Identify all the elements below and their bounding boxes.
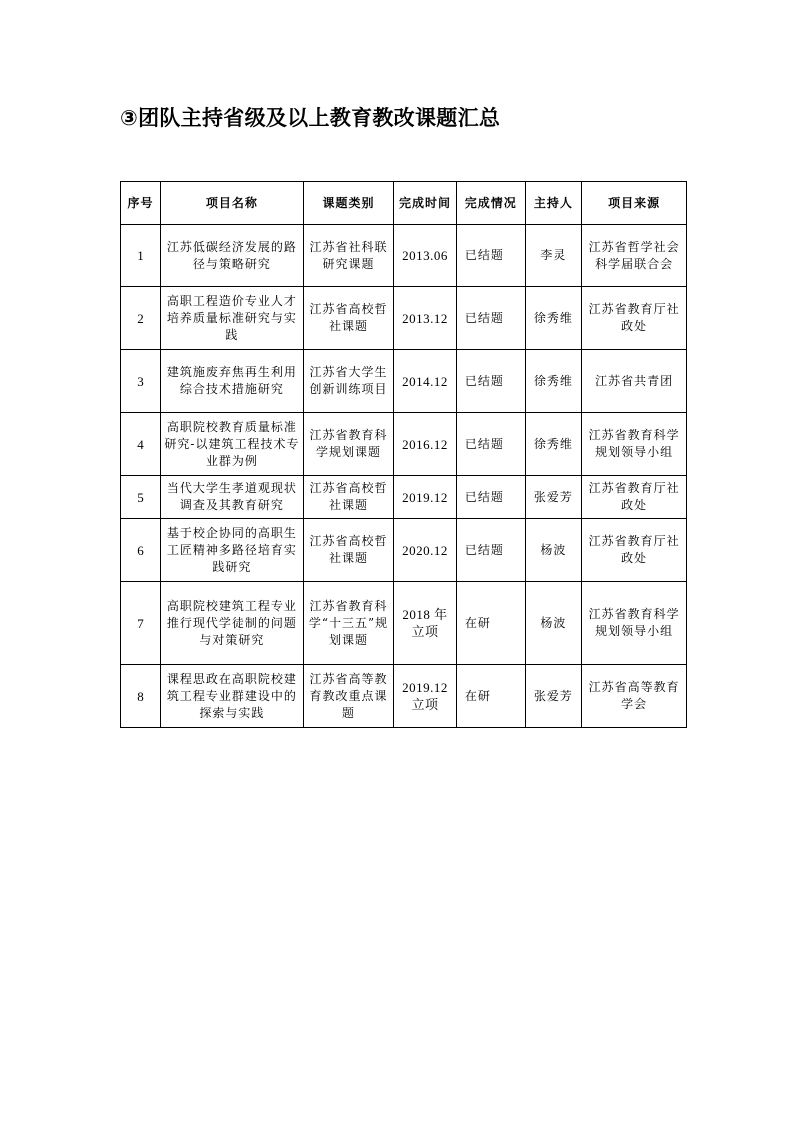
row-index: 2 bbox=[121, 287, 161, 350]
project-category: 江苏省高校哲社课题 bbox=[303, 519, 393, 582]
project-host: 杨波 bbox=[525, 519, 581, 582]
completion-status: 已结题 bbox=[456, 519, 525, 582]
project-host: 徐秀维 bbox=[525, 350, 581, 413]
page-title: ③团队主持省级及以上教育教改课题汇总 bbox=[120, 106, 501, 130]
table-row bbox=[121, 225, 687, 287]
completion-time: 2018 年立项 bbox=[394, 582, 457, 665]
project-source: 江苏省教育科学规划领导小组 bbox=[582, 582, 687, 665]
completion-time: 2016.12 bbox=[394, 413, 457, 476]
project-host: 李灵 bbox=[525, 225, 581, 287]
project-host: 徐秀维 bbox=[525, 413, 581, 476]
header-status: 完成情况 bbox=[456, 182, 525, 225]
completion-time: 2013.06 bbox=[394, 225, 457, 287]
completion-time: 2020.12 bbox=[394, 519, 457, 582]
table-row bbox=[121, 350, 687, 413]
row-index: 7 bbox=[121, 582, 161, 665]
project-source: 江苏省高等教育学会 bbox=[582, 665, 687, 728]
project-name: 课程思政在高职院校建筑工程专业群建设中的探索与实践 bbox=[161, 665, 304, 728]
header-category: 课题类别 bbox=[303, 182, 393, 225]
project-category: 江苏省高等教育教改重点课题 bbox=[303, 665, 393, 728]
completion-status: 已结题 bbox=[456, 225, 525, 287]
table-row bbox=[121, 476, 687, 519]
row-index: 8 bbox=[121, 665, 161, 728]
project-name: 当代大学生孝道观现状调查及其教育研究 bbox=[161, 476, 304, 519]
table-header-row bbox=[121, 182, 687, 225]
project-source: 江苏省教育厅社政处 bbox=[582, 476, 687, 519]
project-category: 江苏省教育科学规划课题 bbox=[303, 413, 393, 476]
header-completion-time: 完成时间 bbox=[394, 182, 457, 225]
project-category: 江苏省大学生创新训练项目 bbox=[303, 350, 393, 413]
row-index: 1 bbox=[121, 225, 161, 287]
project-category: 江苏省高校哲社课题 bbox=[303, 476, 393, 519]
project-host: 张爱芳 bbox=[525, 476, 581, 519]
project-name: 高职院校教育质量标准研究-以建筑工程技术专业群为例 bbox=[161, 413, 304, 476]
completion-time: 2019.12 立项 bbox=[394, 665, 457, 728]
completion-time: 2014.12 bbox=[394, 350, 457, 413]
table-row bbox=[121, 519, 687, 582]
project-name: 高职工程造价专业人才培养质量标准研究与实践 bbox=[161, 287, 304, 350]
table-row bbox=[121, 665, 687, 728]
project-name: 江苏低碳经济发展的路径与策略研究 bbox=[161, 225, 304, 287]
project-source: 江苏省教育厅社政处 bbox=[582, 287, 687, 350]
header-index: 序号 bbox=[121, 182, 161, 225]
table-row bbox=[121, 287, 687, 350]
completion-time: 2019.12 bbox=[394, 476, 457, 519]
project-source: 江苏省共青团 bbox=[582, 350, 687, 413]
table-row bbox=[121, 413, 687, 476]
project-category: 江苏省社科联研究课题 bbox=[303, 225, 393, 287]
header-host: 主持人 bbox=[525, 182, 581, 225]
header-source: 项目来源 bbox=[582, 182, 687, 225]
project-category: 江苏省教育科学“十三五”规划课题 bbox=[303, 582, 393, 665]
row-index: 4 bbox=[121, 413, 161, 476]
row-index: 5 bbox=[121, 476, 161, 519]
project-source: 江苏省哲学社会科学届联合会 bbox=[582, 225, 687, 287]
project-name: 高职院校建筑工程专业推行现代学徒制的问题与对策研究 bbox=[161, 582, 304, 665]
completion-status: 已结题 bbox=[456, 287, 525, 350]
completion-status: 在研 bbox=[456, 665, 525, 728]
project-name: 建筑施废弃焦再生利用综合技术措施研究 bbox=[161, 350, 304, 413]
project-category: 江苏省高校哲社课题 bbox=[303, 287, 393, 350]
project-host: 张爱芳 bbox=[525, 665, 581, 728]
row-index: 3 bbox=[121, 350, 161, 413]
completion-status: 在研 bbox=[456, 582, 525, 665]
project-host: 杨波 bbox=[525, 582, 581, 665]
completion-time: 2013.12 bbox=[394, 287, 457, 350]
project-source: 江苏省教育厅社政处 bbox=[582, 519, 687, 582]
project-host: 徐秀维 bbox=[525, 287, 581, 350]
completion-status: 已结题 bbox=[456, 350, 525, 413]
project-summary-table bbox=[120, 181, 687, 728]
header-name: 项目名称 bbox=[161, 182, 304, 225]
completion-status: 已结题 bbox=[456, 413, 525, 476]
project-name: 基于校企协同的高职生工匠精神多路径培育实践研究 bbox=[161, 519, 304, 582]
completion-status: 已结题 bbox=[456, 476, 525, 519]
project-source: 江苏省教育科学规划领导小组 bbox=[582, 413, 687, 476]
table-row bbox=[121, 582, 687, 665]
row-index: 6 bbox=[121, 519, 161, 582]
